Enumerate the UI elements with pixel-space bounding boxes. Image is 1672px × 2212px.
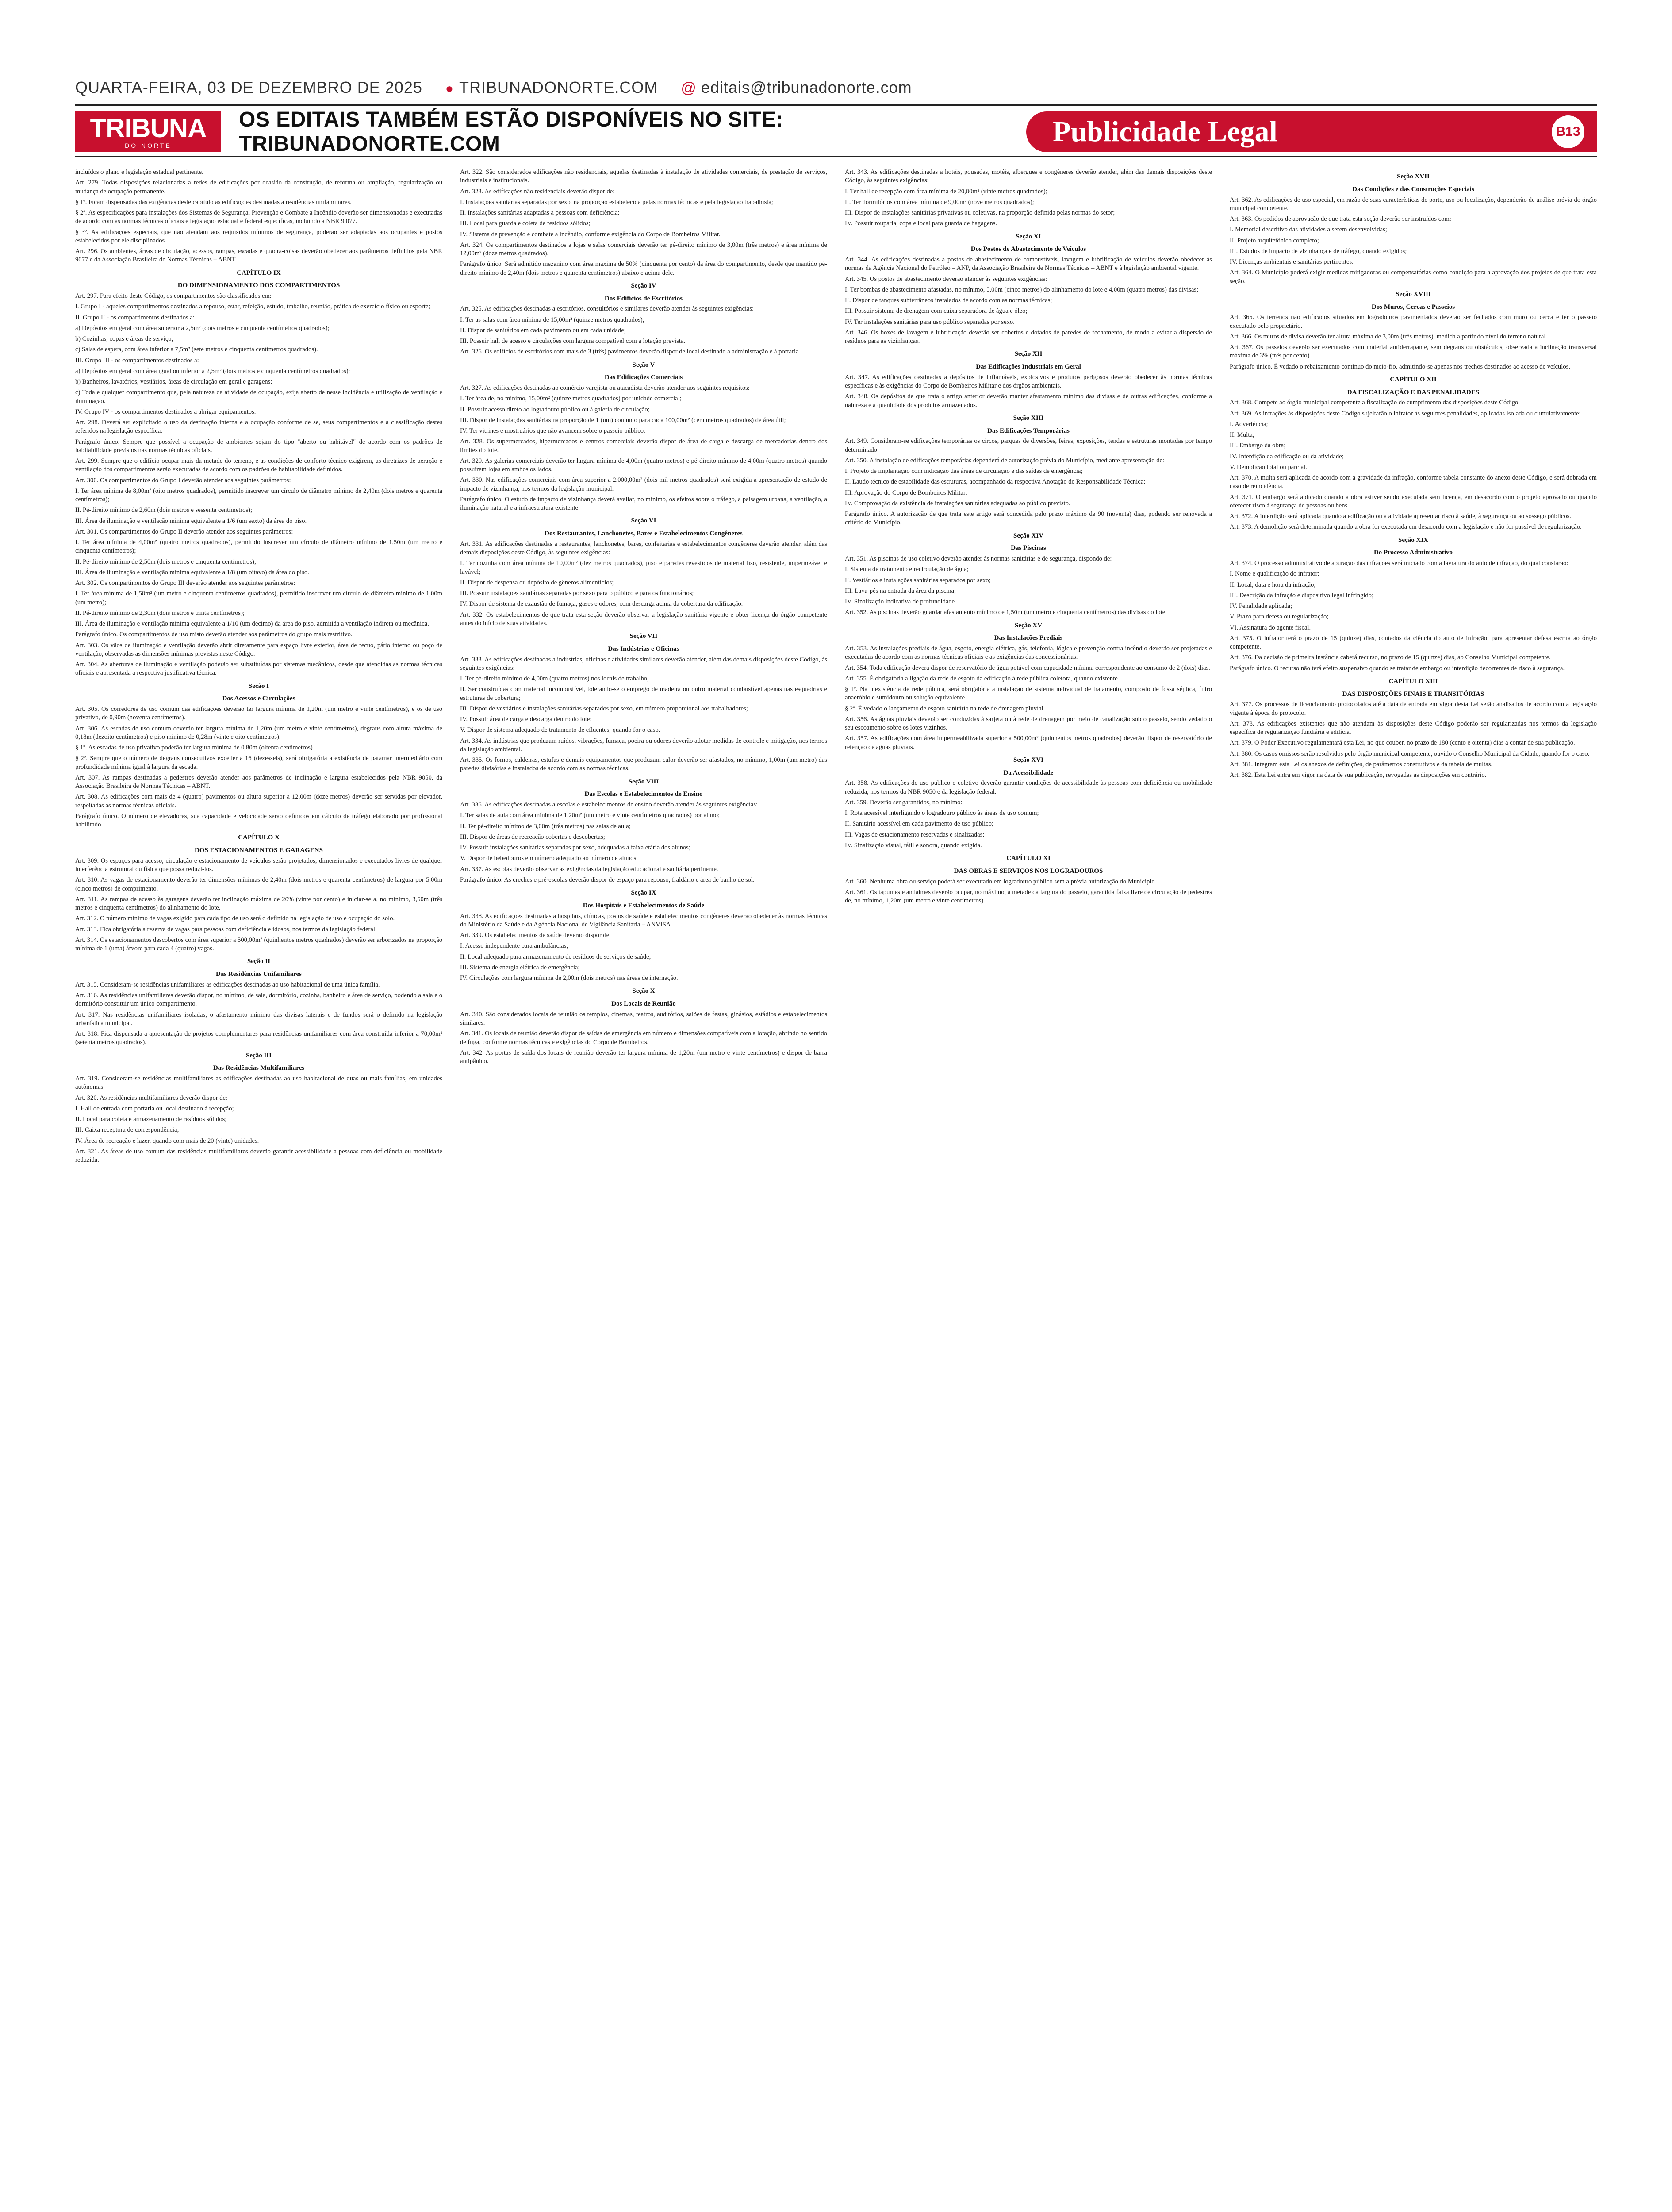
section-heading: Seção IX — [631, 889, 656, 896]
legal-paragraph: Art. 312. O número mínimo de vagas exigido para cada tipo de uso será o definido na legislação de uso e ocupação do solo. — [75, 915, 395, 922]
legal-paragraph: II. Pé-direito mínimo de 2,30m (dois metros e trinta centímetros); — [75, 609, 245, 617]
legal-paragraph: IV. Área de recreação e lazer, quando com mais de 20 (vinte) unidades. — [75, 1137, 259, 1144]
legal-paragraph: § 1º. Na inexistência de rede pública, será obrigatória a instalação de sistema individual de tratamento, composto de fossa séptica, filtro anaeróbio e sumidouro ou solução equivalente. — [845, 686, 1212, 702]
legal-paragraph: Art. 328. Os supermercados, hipermercados e centros comerciais deverão dispor de área de carga e descarga de mercadorias dentro dos limites do lote. — [460, 438, 827, 454]
date-text: QUARTA-FEIRA, 03 DE DEZEMBRO DE 2025 — [75, 78, 422, 96]
legal-paragraph: I. Ter área de, no mínimo, 15,00m² (quinze metros quadrados) por unidade comercial; — [460, 395, 682, 403]
legal-paragraph: Art. 351. As piscinas de uso coletivo deverão atender às normas sanitárias e de segurança, dispondo de: — [845, 555, 1112, 562]
legal-paragraph: Art. 355. É obrigatória a ligação da rede de esgoto da edificação à rede pública coletora, quando existente. — [845, 675, 1120, 682]
text-column-2 — [460, 168, 827, 2212]
section-heading: Seção XVII — [1397, 173, 1430, 180]
legal-paragraph: I. Ter bombas de abastecimento afastadas, no mínimo, 5,00m (cinco metros) do alinhamento do lote e 4,00m (quatro metros) das divisas; — [845, 286, 1199, 293]
legal-paragraph: Art. 376. Da decisão de primeira instância caberá recurso, no prazo de 15 (quinze) dias, ao Conselho Municipal competente. — [1230, 654, 1551, 661]
logo-name: TRIBUNA — [90, 113, 207, 143]
section-heading: CAPÍTULO XI — [1006, 855, 1051, 862]
legal-paragraph: Art. 344. As edificações destinadas a postos de abastecimento de combustíveis, lavagem e lubrificação de veículos deverão obedecer às normas da Agência Nacional do Petróleo – ANP, da Associação Brasileira de Normas Técnicas – ABNT e à legislação ambiental vigente. — [845, 256, 1212, 272]
legal-paragraph: IV. Sinalização visual, tátil e sonora, quando exigida. — [845, 841, 982, 849]
legal-paragraph: III. Vagas de estacionamento reservadas e sinalizadas; — [845, 831, 985, 838]
legal-paragraph: Parágrafo único. A autorização de que trata este artigo será concedida pelo prazo máximo de 90 (noventa) dias, podendo ser renovada a critério do Município. — [845, 511, 1212, 526]
legal-paragraph: I. Ter área mínima de 8,00m² (oito metros quadrados), permitido inscrever um círculo de diâmetro mínimo de 2,40m (dois metros e quarenta centímetros); — [75, 487, 442, 503]
section-heading: Seção X — [632, 987, 655, 995]
legal-paragraph: Art. 347. As edificações destinadas a depósitos de inflamáveis, explosivos e produtos perigosos deverão obedecer às normas técnicas específicas e às exigências do Corpo de Bombeiros Militar e dos órgãos ambientais. — [845, 373, 1212, 389]
site-link[interactable]: ● TRIBUNADONORTE.COM — [445, 78, 658, 96]
legal-paragraph: Parágrafo único. É vedado o rebaixamento contínuo do meio-fio, admitindo-se apenas nos trechos destinados ao acesso de veículos. — [1230, 363, 1570, 370]
legal-paragraph: Art. 367. Os passeios deverão ser executados com material antiderrapante, sem degraus ou obstáculos, observada a inclinação transversal máxima de 3% (três por cento). — [1230, 344, 1597, 360]
legal-paragraph: II. Ser construídas com material incombustível, tolerando-se o emprego de madeira ou outro material combustível apenas nas esquadrias e estruturas de cobertura; — [460, 686, 827, 702]
legal-paragraph: Art. 368. Compete ao órgão municipal competente a fiscalização do cumprimento das disposições deste Código. — [1230, 399, 1520, 407]
legal-paragraph: Art. 348. Os depósitos de que trata o artigo anterior deverão manter afastamento mínimo das divisas e de outras edificações, conforme a natureza e a quantidade dos produtos armazenados. — [845, 393, 1212, 409]
legal-paragraph: Art. 279. Todas disposições relacionadas a redes de edificações por ocasião da construção, de reforma ou ampliação, regularização ou mudança de ocupação permanente. — [75, 179, 442, 195]
top-divider — [75, 104, 1597, 106]
legal-paragraph: Art. 337. As escolas deverão observar as exigências da legislação educacional e sanitária pertinente. — [460, 865, 718, 873]
section-heading: Seção XVIII — [1396, 290, 1431, 298]
section-heading: Dos Restaurantes, Lanchonetes, Bares e Estabelecimentos Congêneres — [545, 530, 743, 537]
legal-paragraph: III. Dispor de instalações sanitárias privativas ou coletivas, na proporção definida pelas normas do setor; — [845, 209, 1115, 216]
legal-paragraph: IV. Possuir rouparia, copa e local para guarda de bagagens. — [845, 220, 997, 227]
legal-paragraph: III. Possuir instalações sanitárias separadas por sexo para o público e para os funcionários; — [460, 590, 694, 597]
legal-paragraph: Art. 357. As edificações com área impermeabilizada superior a 500,00m² (quinhentos metros quadrados) deverão dispor de reservatório de retenção de águas pluviais. — [845, 735, 1212, 751]
legal-paragraph: Art. 356. As águas pluviais deverão ser conduzidas à sarjeta ou à rede de drenagem por meio de canalização sob o passeio, sendo vedado o seu escoamento sobre os lotes vizinhos. — [845, 715, 1212, 731]
legal-paragraph: III. Dispor de instalações sanitárias na proporção de 1 (um) conjunto para cada 100,00m² (cem metros quadrados) de área útil; — [460, 416, 786, 424]
section-heading: Seção XV — [1014, 622, 1043, 629]
legal-paragraph: Art. 311. As rampas de acesso às garagens deverão ter inclinação máxima de 20% (vinte por cento) e iniciar-se a, no mínimo, 3,50m (três metros e cinquenta centímetros) do alinhamento do lote. — [75, 895, 442, 911]
section-heading: Seção XI — [1016, 233, 1041, 240]
legal-paragraph: I. Memorial descritivo das atividades a serem desenvolvidas; — [1230, 226, 1387, 234]
section-heading: Seção IV — [631, 282, 656, 289]
legal-paragraph: § 2º. Sempre que o número de degraus consecutivos exceder a 16 (dezesseis), será obrigatória a existência de patamar intermediário com profundidade mínima igual à largura da escada. — [75, 755, 442, 771]
section-heading: DA FISCALIZAÇÃO E DAS PENALIDADES — [1347, 388, 1480, 396]
legal-paragraph: IV. Dispor de sistema de exaustão de fumaça, gases e odores, com descarga acima da cobertura da edificação. — [460, 600, 743, 608]
legal-paragraph: Art. 358. As edificações de uso público e coletivo deverão garantir condições de acessibilidade às pessoas com deficiência ou mobilidade reduzida, nos termos da NBR 9050 e da legislação federal. — [845, 780, 1212, 795]
legal-paragraph: § 3º. As edificações especiais, que não atendam aos requisitos mínimos de segurança, poderão ser adaptadas aos ocupantes e postos estabelecidos por ele disciplinados. — [75, 228, 442, 244]
legal-paragraph: Art. 327. As edificações destinadas ao comércio varejista ou atacadista deverão atender aos seguintes requisitos: — [460, 384, 750, 392]
legal-paragraph: Art. 374. O processo administrativo de apuração das infrações será iniciado com a lavratura do auto de infração, do qual constarão: — [1230, 560, 1568, 567]
legal-paragraph: Art. 343. As edificações destinadas a hotéis, pousadas, motéis, albergues e congêneres deverão atender, além das demais disposições deste Código, às seguintes exigências: — [845, 169, 1212, 184]
legal-paragraph: II. Grupo II - os compartimentos destinados a: — [75, 314, 195, 321]
legal-paragraph: II. Vestiários e instalações sanitárias separados por sexo; — [845, 576, 991, 584]
legal-paragraph: II. Projeto arquitetônico completo; — [1230, 237, 1319, 244]
legal-paragraph: II. Laudo técnico de estabilidade das estruturas, acompanhado da respectiva Anotação de Responsabilidade Técnica; — [845, 478, 1146, 486]
legal-paragraph: Art. 317. Nas residências unifamiliares isoladas, o afastamento mínimo das divisas laterais e de fundos será o definido na legislação urbanística municipal. — [75, 1011, 442, 1027]
logo-subtitle: DO NORTE — [125, 142, 172, 149]
legal-paragraph: I. Ter as salas com área mínima de 15,00m² (quinze metros quadrados); — [460, 316, 644, 323]
legal-paragraph: Art. 363. Os pedidos de aprovação de que trata esta seção deverão ser instruídos com: — [1230, 215, 1451, 223]
legal-paragraph: IV. Ter instalações sanitárias para uso público separadas por sexo. — [845, 318, 1015, 326]
legal-paragraph: Art. 342. As portas de saída dos locais de reunião deverão ter largura mínima de 1,20m (um metro e vinte centímetros) e dispor de barra antipânico. — [460, 1049, 827, 1065]
legal-paragraph: I. Ter salas de aula com área mínima de 1,20m² (um metro e vinte centímetros quadrados) por aluno; — [460, 812, 720, 819]
section-heading: Seção XIX — [1398, 536, 1428, 544]
legal-paragraph: Art. 326. Os edifícios de escritórios com mais de 3 (três) pavimentos deverão dispor de local destinado à administração e à portaria. — [460, 348, 801, 356]
section-heading: DO DIMENSIONAMENTO DOS COMPARTIMENTOS — [177, 282, 340, 289]
legal-paragraph: III. Local para guarda e coleta de resíduos sólidos; — [460, 220, 591, 227]
legal-paragraph: IV. Grupo IV - os compartimentos destinados a abrigar equipamentos. — [75, 408, 256, 415]
section-heading: Das Edificações Comerciais — [604, 374, 683, 381]
legal-paragraph: I. Ter pé-direito mínimo de 4,00m (quatro metros) nos locais de trabalho; — [460, 675, 649, 682]
legal-paragraph: c) Salas de espera, com área inferior a 7,5m² (sete metros e cinquenta centímetros quadrados). — [75, 346, 318, 353]
legal-paragraph: Art. 345. Os postos de abastecimento deverão atender às seguintes exigências: — [845, 275, 1047, 283]
header-divider — [75, 156, 1597, 157]
section-heading: Dos Postos de Abastecimento de Veículos — [970, 246, 1086, 253]
legal-paragraph: Parágrafo único. As creches e pré-escolas deverão dispor de espaço para repouso, fraldário e área de banho de sol. — [460, 876, 755, 883]
legal-paragraph: I. Hall de entrada com portaria ou local destinado à recepção; — [75, 1105, 234, 1112]
section-heading: Seção VI — [631, 517, 656, 525]
legal-paragraph: Art. 353. As instalações prediais de água, esgoto, energia elétrica, gás, telefonia, lógica e prevenção contra incêndio deverão ser projetadas e executadas de acordo com as normas técnicas oficiais e as exigências das concessionárias. — [845, 645, 1212, 661]
legal-paragraph: I. Grupo I - aqueles compartimentos destinados a repouso, estar, refeição, estudo, trabalho, reunião, prática de exercício físico ou esporte; — [75, 303, 430, 311]
legal-paragraph: II. Instalações sanitárias adaptadas a pessoas com deficiência; — [460, 209, 620, 216]
text-column-1 — [75, 168, 442, 2212]
email-link[interactable]: @ editais@tribunadonorte.com — [681, 78, 912, 96]
legal-paragraph: Art. 302. Os compartimentos do Grupo III deverão atender aos seguintes parâmetros: — [75, 580, 295, 587]
section-heading: Seção XII — [1014, 350, 1043, 358]
section-heading: DAS DISPOSIÇÕES FINAIS E TRANSITÓRIAS — [1342, 690, 1484, 698]
legal-paragraph: Art. 370. A multa será aplicada de acordo com a gravidade da infração, conforme tabela constante do anexo deste Código, e será dobrada em caso de reincidência. — [1230, 474, 1597, 490]
legal-paragraph: III. Área de iluminação e ventilação mínima equivalente a 1/8 (um oitavo) da área do piso. — [75, 568, 309, 576]
legal-paragraph: Art. 323. As edificações não residenciais deverão dispor de: — [460, 188, 615, 195]
legal-paragraph: III. Possuir sistema de drenagem com caixa separadora de água e óleo; — [845, 307, 1028, 315]
legal-paragraph: IV. Comprovação da existência de instalações sanitárias adequadas ao público previsto. — [845, 499, 1070, 507]
legal-paragraph: Art. 318. Fica dispensada a apresentação de projetos complementares para residências unifamiliares com área construída inferior a 70,00m² (setenta metros quadrados). — [75, 1030, 442, 1046]
section-heading: Das Edificações Temporárias — [987, 427, 1070, 434]
legal-paragraph: II. Dispor de tanques subterrâneos instalados de acordo com as normas técnicas; — [845, 297, 1052, 304]
legal-paragraph: Art. 303. Os vãos de iluminação e ventilação deverão abrir diretamente para espaço livre exterior, área de recuo, pátio interno ou poço de ventilação, observadas as dimensões mínimas previstas neste Código. — [75, 641, 442, 657]
legal-paragraph: III. Grupo III - os compartimentos destinados a: — [75, 357, 199, 364]
section-heading: Seção III — [246, 1052, 272, 1059]
legal-paragraph: Art. 334. As indústrias que produzam ruídos, vibrações, fumaça, poeira ou odores deverão adotar medidas de controle e mitigação, nos termos da legislação ambiental. — [460, 737, 827, 753]
legal-paragraph: IV. Licenças ambientais e sanitárias pertinentes. — [1230, 258, 1354, 265]
legal-paragraph: Art. 364. O Município poderá exigir medidas mitigadoras ou compensatórias como condição para a aprovação dos projetos de que trata esta seção. — [1230, 269, 1597, 285]
legal-paragraph: III. Sistema de energia elétrica de emergência; — [460, 964, 580, 971]
legal-paragraph: Art. 296. Os ambientes, áreas de circulação, acessos, rampas, escadas e quadra-coisas deverão obedecer aos parâmetros definidos pela NBR 9077 e da Associação Brasileira de Normas Técnicas – ABNT. — [75, 248, 442, 264]
legal-paragraph: Art. 350. A instalação de edificações temporárias dependerá de autorização prévia do Município, mediante apresentação de: — [845, 457, 1165, 464]
legal-paragraph: Art. 309. Os espaços para acesso, circulação e estacionamento de veículos serão projetados, dimensionados e executados livres de qualquer interferência estrutural ou física que possa reduzi-los. — [75, 857, 442, 873]
legal-paragraph: Art. 329. As galerias comerciais deverão ter largura mínima de 4,00m (quatro metros) e pé-direito mínimo de 4,00m (quatro metros) quando possuírem lojas em ambos os lados. — [460, 457, 827, 473]
legal-paragraph: Art. 346. Os boxes de lavagem e lubrificação deverão ser cobertos e dotados de paredes de fechamento, de modo a evitar a dispersão de resíduos para as vizinhanças. — [845, 329, 1212, 345]
legal-paragraph: Art. 320. As residências multifamiliares deverão dispor de: — [75, 1094, 228, 1102]
section-heading: Seção XVI — [1013, 756, 1043, 764]
text-column-3 — [845, 168, 1212, 2212]
section-heading: CAPÍTULO XIII — [1388, 677, 1438, 685]
legal-paragraph: II. Local adequado para armazenamento de resíduos de serviços de saúde; — [460, 953, 651, 960]
legal-paragraph: Art. 330. Nas edificações comerciais com área superior a 2.000,00m² (dois mil metros quadrados) será exigida a apresentação de estudo de impacto de vizinhança, nos termos da legislação municipal. — [460, 476, 827, 492]
legal-paragraph: Art. 313. Fica obrigatória a reserva de vagas para pessoas com deficiência e idosos, nos termos da legislação federal. — [75, 926, 377, 933]
legal-paragraph: III. Possuir hall de acesso e circulações com largura compatível com a lotação prevista. — [460, 338, 686, 345]
legal-paragraph: II. Pé-direito mínimo de 2,60m (dois metros e sessenta centímetros); — [75, 507, 253, 514]
section-heading: CAPÍTULO XII — [1390, 376, 1437, 383]
legal-paragraph: Art. 325. As edificações destinadas a escritórios, consultórios e similares deverão atender às seguintes exigências: — [460, 305, 754, 313]
legal-paragraph: Art. 324. Os compartimentos destinados a lojas e salas comerciais deverão ter pé-direito mínimo de 3,00m (três metros) e área mínima de 12,00m² (doze metros quadrados). — [460, 241, 827, 257]
legal-paragraph: V. Prazo para defesa ou regularização; — [1230, 613, 1329, 621]
legal-paragraph: IV. Possuir área de carga e descarga dentro do lote; — [460, 716, 592, 723]
legal-paragraph: Art. 354. Toda edificação deverá dispor de reservatório de água potável com capacidade mínima correspondente ao consumo de 2 (dois) dias. — [845, 664, 1210, 672]
legal-paragraph: Art. 341. Os locais de reunião deverão dispor de saídas de emergência em número e dimensões compatíveis com a lotação, abrindo no sentido de fuga, conforme normas técnicas e exigências do Corpo de Bombeiros. — [460, 1030, 827, 1046]
section-heading: Dos Acessos e Circulações — [222, 695, 295, 703]
legal-paragraph: V. Dispor de sistema adequado de tratamento de efluentes, quando for o caso. — [460, 726, 660, 734]
section-heading: Das Escolas e Estabelecimentos de Ensino — [584, 791, 703, 798]
legal-paragraph: Art. 349. Consideram-se edificações temporárias os circos, parques de diversões, feiras, exposições, tendas e estruturas montadas por tempo determinado. — [845, 438, 1212, 453]
legal-paragraph: I. Ter cozinha com área mínima de 10,00m² (dez metros quadrados), piso e paredes revestidos de material liso, resistente, impermeável e lavável; — [460, 560, 827, 576]
legal-paragraph: I. Ter hall de recepção com área mínima de 20,00m² (vinte metros quadrados); — [845, 188, 1047, 195]
legal-paragraph: Art. 316. As residências unifamiliares deverão dispor, no mínimo, de sala, dormitório, cozinha, banheiro e área de serviço, podendo a sala e o dormitório constituir um único compartimento. — [75, 992, 442, 1008]
legal-paragraph: Art. 379. O Poder Executivo regulamentará esta Lei, no que couber, no prazo de 180 (cento e oitenta) dias a contar de sua publicação. — [1230, 739, 1575, 747]
legal-paragraph: IV. Interdição da edificação ou da atividade; — [1230, 453, 1344, 460]
legal-paragraph: Art. 378. As edificações existentes que não atendam às disposições deste Código poderão ser regularizadas nos termos da legislação específica de regularização fundiária e edilícia. — [1230, 720, 1597, 736]
legal-paragraph: IV. Possuir instalações sanitárias separadas por sexo, adequadas à faixa etária dos alunos; — [460, 844, 690, 851]
legal-paragraph: Art. 336. As edificações destinadas a escolas e estabelecimentos de ensino deverão atender às seguintes exigências: — [460, 801, 758, 808]
legal-paragraph: III. Descrição da infração e dispositivo legal infringido; — [1230, 591, 1374, 599]
legal-paragraph: III. Lava-pés na entrada da área da piscina; — [845, 587, 956, 595]
legal-paragraph: IV. Sistema de prevenção e combate a incêndio, conforme exigência do Corpo de Bombeiros Militar. — [460, 230, 721, 238]
legal-paragraph: Art. 333. As edificações destinadas a indústrias, oficinas e atividades similares deverão atender, além das demais disposições deste Código, às seguintes exigências: — [460, 656, 827, 672]
section-title: Publicidade Legal — [1053, 115, 1277, 148]
legal-paragraph: III. Dispor de áreas de recreação cobertas e descobertas; — [460, 833, 605, 841]
section-heading: Das Residências Multifamiliares — [213, 1064, 305, 1072]
legal-paragraph: V. Dispor de bebedouros em número adequado ao número de alunos. — [460, 855, 638, 862]
section-heading: Das Residências Unifamiliares — [216, 971, 302, 978]
legal-paragraph: Art. 375. O infrator terá o prazo de 15 (quinze) dias, contados da ciência do auto de infração, para apresentar defesa escrita ao órgão competente. — [1230, 634, 1597, 650]
legal-paragraph: II. Ter pé-direito mínimo de 3,00m (três metros) nas salas de aula; — [460, 822, 631, 830]
legal-paragraph: III. Aprovação do Corpo de Bombeiros Militar; — [845, 489, 967, 496]
legal-paragraph: II. Dispor de sanitários em cada pavimento ou em cada unidade; — [460, 326, 626, 334]
legal-paragraph: III. Dispor de vestiários e instalações sanitárias separados por sexo, em número proporcional aos trabalhadores; — [460, 705, 748, 712]
section-heading: Seção XIV — [1013, 532, 1043, 539]
legal-paragraph: Art. 331. As edificações destinadas a restaurantes, lanchonetes, bares, confeitarias e estabelecimentos congêneres deverão atender, além das demais disposições deste Código, às seguintes exigências: — [460, 540, 827, 556]
legal-paragraph: Art. 362. As edificações de uso especial, em razão de suas características de porte, uso ou localização, dependerão de análise prévia do órgão municipal competente. — [1230, 196, 1597, 212]
section-heading: Das Indústrias e Oficinas — [608, 645, 679, 653]
legal-paragraph: I. Ter área mínima de 1,50m² (um metro e cinquenta centímetros quadrados), permitido inscrever um círculo de diâmetro mínimo de 1,00m (um metro); — [75, 590, 442, 606]
legal-paragraph: I. Instalações sanitárias separadas por sexo, na proporção estabelecida pelas normas técnicas e pela legislação trabalhista; — [460, 198, 773, 206]
section-heading: Dos Locais de Reunião — [611, 1000, 676, 1007]
at-sign-icon: @ — [681, 80, 697, 96]
section-heading: Das Piscinas — [1011, 545, 1046, 552]
legal-paragraph: I. Projeto de implantação com indicação das áreas de circulação e das saídas de emergência; — [845, 468, 1083, 475]
page-number-badge: B13 — [1552, 115, 1584, 148]
legal-paragraph: incluídos o plano e legislação estadual pertinente. — [75, 169, 203, 176]
legal-paragraph: Art. 304. As aberturas de iluminação e ventilação poderão ser substituídas por sistemas mecânicos, desde que atendidas as normas técnicas oficiais e apresentada a respectiva justificativa técnica. — [75, 661, 442, 677]
page-header — [75, 108, 1597, 156]
legal-paragraph: § 2º. As especificações para instalações dos Sistemas de Segurança, Prevenção e Combate a Incêndio deverão ser dimensionadas e executadas de acordo com as normas técnicas oficiais e legislação estadual e federal específicas, incluindo a NBR 9.077. — [75, 209, 442, 225]
legal-paragraph: I. Advertência; — [1230, 420, 1268, 428]
legal-paragraph: Art. 310. As vagas de estacionamento deverão ter dimensões mínimas de 2,40m (dois metros e quarenta centímetros) de largura por 5,00m (cinco metros) de comprimento. — [75, 876, 442, 892]
legal-paragraph: I. Nome e qualificação do infrator; — [1230, 570, 1319, 578]
site-notice: OS EDITAIS TAMBÉM ESTÃO DISPONÍVEIS NO SITE: TRIBUNADONORTE.COM — [239, 108, 783, 156]
legal-paragraph: III. Área de iluminação e ventilação mínima equivalente a 1/6 (um sexto) da área do piso. — [75, 517, 307, 525]
legal-paragraph: a) Depósitos em geral com área superior a 2,5m² (dois metros e cinquenta centímetros quadrados); — [75, 324, 330, 332]
legal-paragraph: Art. 369. As infrações às disposições deste Código sujeitarão o infrator às seguintes penalidades, aplicadas isolada ou cumulativamente: — [1230, 410, 1581, 417]
legal-paragraph: IV. Penalidade aplicada; — [1230, 603, 1292, 610]
legal-paragraph: IV. Circulações com largura mínima de 2,00m (dois metros) nas áreas de internação. — [460, 975, 678, 982]
section-heading: Do Processo Administrativo — [1373, 549, 1453, 557]
legal-paragraph: II. Ter dormitórios com área mínima de 9,00m² (nove metros quadrados); — [845, 198, 1034, 206]
legal-paragraph: I. Sistema de tratamento e recirculação de água; — [845, 566, 969, 573]
legal-paragraph: II. Dispor de despensa ou depósito de gêneros alimentícios; — [460, 579, 614, 586]
section-heading: DOS ESTACIONAMENTOS E GARAGENS — [195, 847, 323, 854]
legal-paragraph: I. Acesso independente para ambulâncias; — [460, 942, 568, 950]
legal-paragraph: Art. 377. Os processos de licenciamento protocolados até a data de entrada em vigor desta Lei serão analisados de acordo com a legislação vigente à época do protocolo. — [1230, 701, 1597, 717]
section-heading: Dos Edifícios de Escritórios — [604, 295, 683, 302]
legal-paragraph: Art. 360. Nenhuma obra ou serviço poderá ser executado em logradouro público sem a prévia autorização do Município. — [845, 878, 1157, 885]
section-heading: Seção V — [632, 361, 655, 369]
circle-bullet-icon: ● — [445, 81, 454, 96]
legal-paragraph: Art. 365. Os terrenos não edificados situados em logradouros pavimentados deverão ser fechados com muro ou cerca e ter o passeio executado pelo proprietário. — [1230, 314, 1597, 330]
legal-paragraph: Parágrafo único. O estudo de impacto de vizinhança deverá avaliar, no mínimo, os efeitos sobre o tráfego, a paisagem urbana, a ventilação, a iluminação natural e a infraestrutura existente. — [460, 495, 827, 511]
legal-paragraph: Art. 380. Os casos omissos serão resolvidos pelo órgão municipal competente, ouvido o Conselho Municipal da Cidade, quando for o caso. — [1230, 750, 1590, 757]
legal-paragraph: Art. 299. Sempre que o edifício ocupar mais da metade do terreno, e as condições de conforto técnico exigirem, as diretrizes de aeração e ventilação dos compartimentos serão executadas de acordo com os padrões de habitabilidade definidos. — [75, 457, 442, 473]
legal-paragraph: § 1º. Ficam dispensadas das exigências deste capítulo as edificações destinadas a residências unifamiliares. — [75, 198, 352, 206]
legal-paragraph: II. Sanitário acessível em cada pavimento de uso público; — [845, 820, 993, 828]
legal-text-body — [75, 168, 1597, 2212]
legal-paragraph: IV. Sinalização indicativa de profundidade. — [845, 598, 956, 605]
section-heading: Seção II — [247, 958, 271, 965]
text-column-4 — [1230, 168, 1597, 2212]
legal-paragraph: Art. 361. Os tapumes e andaimes deverão ocupar, no máximo, a metade da largura do passeio, garantida faixa livre de circulação de pedestres de, no mínimo, 1,20m (um metro e vinte centímetros). — [845, 888, 1212, 904]
legal-paragraph: Parágrafo único. O número de elevadores, sua capacidade e velocidade serão definidos em cálculo de tráfego elaborado por profissional habilitado. — [75, 812, 442, 828]
legal-paragraph: b) Banheiros, lavatórios, vestiários, áreas de circulação em geral e garagens; — [75, 378, 272, 385]
legal-paragraph: Art. 301. Os compartimentos do Grupo II deverão atender aos seguintes parâmetros: — [75, 528, 293, 535]
legal-paragraph: b) Cozinhas, copas e áreas de serviço; — [75, 335, 173, 342]
legal-paragraph: II. Local, data e hora da infração; — [1230, 581, 1316, 588]
legal-paragraph: Art. 298. Deverá ser explicitado o uso da destinação interna e a ocupação conforme de se, seus compartimentos e a classificação destes referidos na legislação específica. — [75, 419, 442, 435]
legal-paragraph: Art. 352. As piscinas deverão guardar afastamento mínimo de 1,50m (um metro e cinquenta centímetros) das divisas do lote. — [845, 609, 1167, 616]
legal-paragraph: V. Demolição total ou parcial. — [1230, 463, 1307, 471]
legal-paragraph: Parágrafo único. Sempre que possível a ocupação de ambientes sejam do tipo "aberto ou habitável" de acordo com os padrões de habitabilidade previstos nas normas técnicas oficiais. — [75, 438, 442, 454]
legal-paragraph: I. Rota acessível interligando o logradouro público às áreas de uso comum; — [845, 810, 1039, 817]
legal-paragraph: Art. 307. As rampas destinadas a pedestres deverão atender aos parâmetros de inclinação e largura estabelecidos pela NBR 9050, da Associação Brasileira de Normas Técnicas – ABNT. — [75, 774, 442, 790]
legal-paragraph: Art. 372. A interdição será aplicada quando a edificação ou a atividade apresentar risco à saúde, à segurança ou ao sossego públicos. — [1230, 513, 1571, 520]
legal-paragraph: Art. 319. Consideram-se residências multifamiliares as edificações destinadas ao uso habitacional de duas ou mais famílias, em unidades autônomas. — [75, 1075, 442, 1091]
section-heading: Das Edificações Industriais em Geral — [976, 363, 1081, 370]
legal-paragraph: Art. 339. Os estabelecimentos de saúde deverão dispor de: — [460, 932, 611, 939]
legal-paragraph: Parágrafo único. Os compartimentos de uso misto deverão atender aos parâmetros do grupo mais restritivo. — [75, 631, 353, 638]
section-heading: Seção XIII — [1013, 414, 1044, 422]
legal-paragraph: Art. 338. As edificações destinadas a hospitais, clínicas, postos de saúde e estabelecimentos congêneres deverão obedecer às normas técnicas do Ministério da Saúde e da Agência Nacional de Vigilância Sanitária – ANVISA. — [460, 912, 827, 928]
legal-paragraph: Art. 381. Integram esta Lei os anexos de definições, de parâmetros construtivos e da tabela de multas. — [1230, 760, 1493, 768]
legal-paragraph: Art. 373. A demolição será determinada quando a obra for executada em desacordo com a legislação e não for passível de regularização. — [1230, 523, 1582, 531]
legal-paragraph: II. Possuir acesso direto ao logradouro público ou à galeria de circulação; — [460, 406, 650, 413]
section-heading: Dos Muros, Cercas e Passeios — [1371, 303, 1455, 311]
legal-paragraph: § 1º. As escadas de uso privativo poderão ter largura mínima de 0,80m (oitenta centímetros). — [75, 744, 314, 751]
legal-paragraph: Art. 332. Os estabelecimentos de que trata esta seção deverão observar a legislação sanitária vigente e obter licença do órgão competente antes do início de suas atividades. — [460, 611, 827, 627]
legal-paragraph: Art. 308. As edificações com mais de 4 (quatro) pavimentos ou altura superior a 12,00m (doze metros) deverão ser servidas por elevador, respeitadas as normas técnicas oficiais. — [75, 793, 442, 809]
legal-paragraph: II. Pé-direito mínimo de 2,50m (dois metros e cinquenta centímetros); — [75, 558, 256, 565]
section-heading: Seção I — [248, 682, 269, 690]
section-heading: Da Acessibilidade — [1003, 769, 1054, 776]
legal-paragraph: Art. 321. As áreas de uso comum das residências multifamiliares deverão garantir acessibilidade a pessoas com deficiência ou mobilidade reduzida. — [75, 1148, 442, 1164]
legal-paragraph: Art. 382. Esta Lei entra em vigor na data de sua publicação, revogadas as disposições em contrário. — [1230, 772, 1487, 779]
legal-paragraph: II. Local para coleta e armazenamento de resíduos sólidos; — [75, 1116, 227, 1123]
section-heading: CAPÍTULO IX — [237, 269, 281, 276]
section-heading: Seção VIII — [628, 778, 659, 785]
legal-paragraph: Art. 300. Os compartimentos do Grupo I deverão atender aos seguintes parâmetros: — [75, 476, 291, 484]
date-bar — [75, 74, 1597, 101]
legal-paragraph: I. Ter área mínima de 4,00m² (quatro metros quadrados), permitido inscrever um círculo de diâmetro mínimo de 1,50m (um metro e cinquenta centímetros); — [75, 539, 442, 555]
section-heading: Das Instalações Prediais — [994, 634, 1063, 642]
legal-paragraph: Art. 305. Os corredores de uso comum das edificações deverão ter largura mínima de 1,20m (um metro e vinte centímetros), e os de uso privativo, de 0,90m (noventa centímetros). — [75, 706, 442, 722]
legal-paragraph: IV. Ter vitrines e mostruários que não avancem sobre o passeio público. — [460, 427, 645, 434]
legal-paragraph: III. Embargo da obra; — [1230, 442, 1286, 449]
legal-paragraph: VI. Assinatura do agente fiscal. — [1230, 624, 1311, 631]
legal-paragraph: Art. 371. O embargo será aplicado quando a obra estiver sendo executada sem licença, em desacordo com o projeto aprovado ou quando oferecer risco à segurança de pessoas ou bens. — [1230, 493, 1597, 509]
legal-paragraph: Art. 335. Os fornos, caldeiras, estufas e demais equipamentos que produzam calor deverão ser afastados, no mínimo, 1,00m (um metro) das paredes divisórias e instalados de acordo com as normas técnicas. — [460, 757, 827, 772]
section-heading: Dos Hospitais e Estabelecimentos de Saúde — [583, 902, 705, 909]
legal-paragraph: a) Depósitos em geral com área igual ou inferior a 2,5m² (dois metros e cinquenta centímetros quadrados); — [75, 367, 350, 375]
legal-paragraph: III. Área de iluminação e ventilação mínima equivalente a 1/10 (um décimo) da área do piso, admitida a ventilação indireta ou mecânica. — [75, 620, 429, 627]
section-heading: CAPÍTULO X — [238, 834, 280, 841]
legal-paragraph: c) Toda e qualquer compartimento que, pela natureza da atividade de ocupação, exija aberto de nesse incidência e utilização de ventilação e iluminação. — [75, 389, 442, 405]
legal-paragraph: III. Estudos de impacto de vizinhança e de tráfego, quando exigidos; — [1230, 247, 1407, 255]
section-heading: DAS OBRAS E SERVIÇOS NOS LOGRADOUROS — [954, 867, 1103, 875]
legal-paragraph: Art. 359. Deverão ser garantidos, no mínimo: — [845, 799, 963, 806]
legal-paragraph: Art. 366. Os muros de divisa deverão ter altura máxima de 3,00m (três metros), medida a partir do nível do terreno natural. — [1230, 333, 1548, 340]
section-banner — [1026, 111, 1597, 152]
section-heading: Das Condições e das Construções Especiais — [1352, 185, 1474, 193]
legal-paragraph: Art. 322. São considerados edificações não residenciais, aquelas destinadas à instalação de atividades comerciais, de prestação de serviços, industriais e institucionais. — [460, 169, 827, 184]
legal-paragraph: Art. 314. Os estacionamentos descobertos com área superior a 500,00m² (quinhentos metros quadrados) deverão ser arborizados na proporção mínima de 1 (uma) árvore para cada 4 (quatro) vagas. — [75, 936, 442, 952]
legal-paragraph: Art. 340. São considerados locais de reunião os templos, cinemas, teatros, auditórios, salões de festas, ginásios, estádios e estabelecimentos similares. — [460, 1010, 827, 1026]
legal-paragraph: Art. 297. Para efeito deste Código, os compartimentos são classificados em: — [75, 292, 272, 300]
legal-paragraph: Art. 315. Consideram-se residências unifamiliares as edificações destinadas ao uso habitacional de uma única família. — [75, 981, 380, 988]
legal-paragraph: Parágrafo único. Será admitido mezanino com área máxima de 50% (cinquenta por cento) da área do compartimento, desde que mantido pé-direito mínimo de 2,40m (dois metros e quarenta centímetros) abaixo e acima dele. — [460, 261, 827, 276]
legal-paragraph: Art. 306. As escadas de uso comum deverão ter largura mínima de 1,20m (um metro e vinte centímetros), degraus com altura máxima de 0,18m (dezoito centímetros) e piso mínimo de 0,28m (vinte e oito centímetros). — [75, 725, 442, 741]
section-heading: Seção VII — [629, 633, 658, 640]
legal-paragraph: II. Multa; — [1230, 431, 1254, 438]
legal-paragraph: III. Caixa receptora de correspondência; — [75, 1126, 179, 1134]
legal-paragraph: § 2º. É vedado o lançamento de esgoto sanitário na rede de drenagem pluvial. — [845, 705, 1045, 712]
legal-paragraph: Parágrafo único. O recurso não terá efeito suspensivo quando se tratar de embargo ou interdição decorrentes de risco à segurança. — [1230, 664, 1565, 672]
tribuna-logo[interactable] — [75, 111, 221, 152]
